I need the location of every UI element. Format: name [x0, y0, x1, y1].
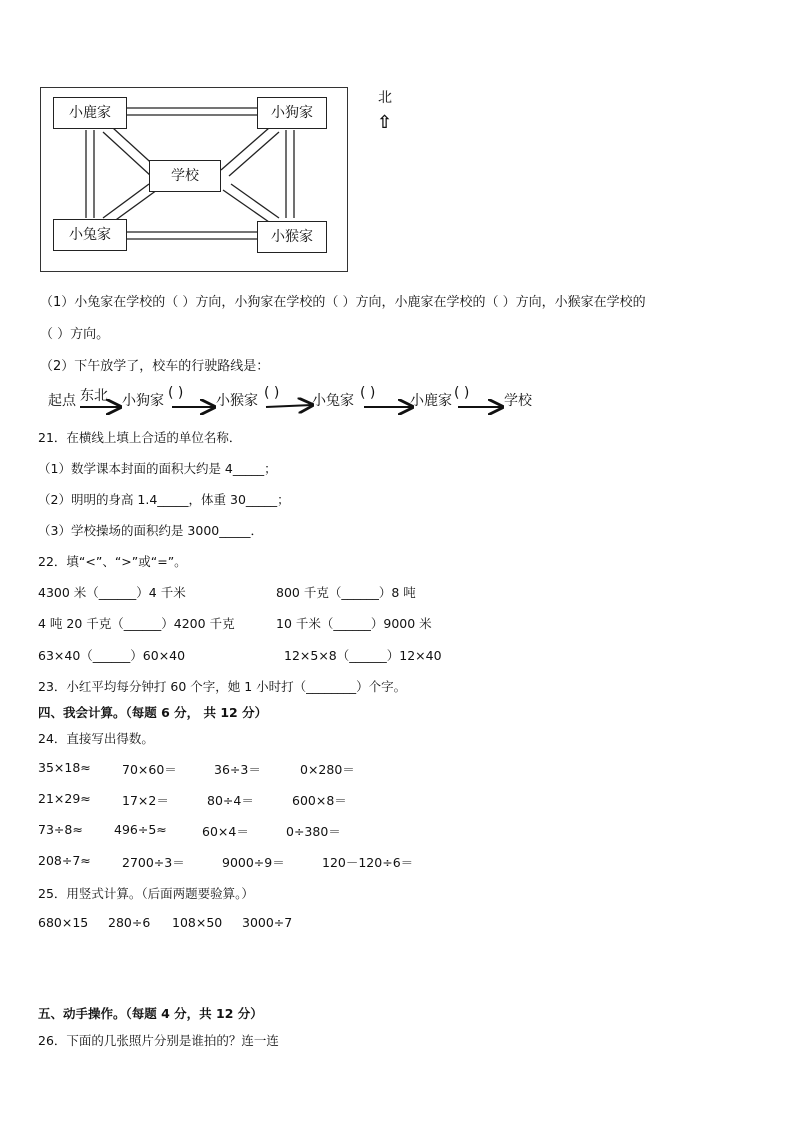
q24-r2-c4: 600×8＝ — [292, 793, 347, 808]
q23-text: 23．小红平均每分钟打 60 个字，她 1 小时打（________）个字。 — [38, 679, 407, 694]
q24-r1-c4: 0×280＝ — [300, 762, 355, 777]
q20-part1-line2: （ ）方向。 — [40, 327, 110, 342]
q25-item-4: 3000÷7 — [242, 915, 293, 930]
q24-r4-c3: 9000÷9＝ — [222, 855, 285, 870]
route-end: 学校 — [504, 393, 532, 409]
q25-item-2: 280÷6 — [108, 915, 151, 930]
route-blank-1: ( ) — [168, 385, 184, 401]
q20-part1-line1: （1）小兔家在学校的（ ）方向，小狗家在学校的（ ）方向，小鹿家在学校的（ ）方向，小猴家在学校的 — [40, 295, 646, 310]
map-figure — [40, 87, 348, 272]
q26-title: 26．下面的几张照片分别是谁拍的？连一连 — [38, 1033, 279, 1048]
q24-r3-c1: 73÷8≈ — [38, 822, 83, 837]
q21-title: 21．在横线上填上合适的单位名称． — [38, 430, 242, 445]
q22-row3-right: 12×5×8（______）12×40 — [284, 648, 442, 663]
node-deer-home: 小鹿家 — [53, 97, 127, 129]
q24-r2-c3: 80÷4＝ — [207, 793, 254, 808]
q24-r3-c2: 496÷5≈ — [114, 822, 167, 837]
route-stop-deer: 小鹿家 — [410, 393, 452, 409]
q24-r3-c3: 60×4＝ — [202, 824, 249, 839]
route-start: 起点 — [48, 393, 76, 409]
node-rabbit-home: 小兔家 — [53, 219, 127, 251]
node-school: 学校 — [149, 160, 221, 192]
q24-title: 24．直接写出得数。 — [38, 731, 154, 746]
q22-row2-right: 10 千米（______）9000 米 — [276, 616, 432, 631]
q22-row2-left: 4 吨 20 千克（______）4200 千克 — [38, 616, 235, 631]
q22-row1-right: 800 千克（______）8 吨 — [276, 585, 416, 600]
q24-r4-c4: 120－120÷6＝ — [322, 855, 414, 870]
q24-r3-c4: 0÷380＝ — [286, 824, 341, 839]
q24-r2-c1: 21×29≈ — [38, 791, 91, 806]
route-first-direction: 东北 — [80, 388, 108, 404]
section4-title: 四、我会计算。（每题 6 分， 共 12 分） — [38, 705, 268, 720]
q21-item-3: （3）学校操场的面积约是 3000_____． — [38, 523, 263, 538]
route-stop-dog: 小狗家 — [122, 393, 164, 409]
node-dog-home: 小狗家 — [257, 97, 327, 129]
q25-item-3: 108×50 — [172, 915, 223, 930]
bus-route — [46, 385, 566, 415]
route-blank-4: ( ) — [454, 385, 470, 401]
route-blank-3: ( ) — [360, 385, 376, 401]
q21-item-1: （1）数学课本封面的面积大约是 4_____； — [38, 461, 277, 476]
q21-item-2: （2）明明的身高 1.4_____，体重 30_____； — [38, 492, 290, 507]
section5-title: 五、动手操作。（每题 4 分，共 12 分） — [38, 1006, 263, 1021]
q24-r1-c3: 36÷3＝ — [214, 762, 261, 777]
q22-row3-left: 63×40（______）60×40 — [38, 648, 186, 663]
north-label: 北 — [378, 90, 392, 106]
route-stop-rabbit: 小兔家 — [312, 393, 354, 409]
q22-row1-left: 4300 米（______）4 千米 — [38, 585, 186, 600]
q24-r1-c2: 70×60＝ — [122, 762, 177, 777]
q25-item-1: 680×15 — [38, 915, 89, 930]
q20-part2: （2）下午放学了，校车的行驶路线是： — [40, 359, 270, 374]
q24-r2-c2: 17×2＝ — [122, 793, 169, 808]
route-stop-monkey: 小猴家 — [216, 393, 258, 409]
q22-title: 22．填“<”、“>”或“=”。 — [38, 554, 187, 569]
q24-r4-c2: 2700÷3＝ — [122, 855, 185, 870]
q25-title: 25．用竖式计算。（后面两题要验算。） — [38, 886, 254, 901]
q24-r4-c1: 208÷7≈ — [38, 853, 91, 868]
node-monkey-home: 小猴家 — [257, 221, 327, 253]
route-blank-2: ( ) — [264, 385, 280, 401]
north-arrow-icon: ⇧ — [377, 112, 393, 133]
q24-r1-c1: 35×18≈ — [38, 760, 91, 775]
